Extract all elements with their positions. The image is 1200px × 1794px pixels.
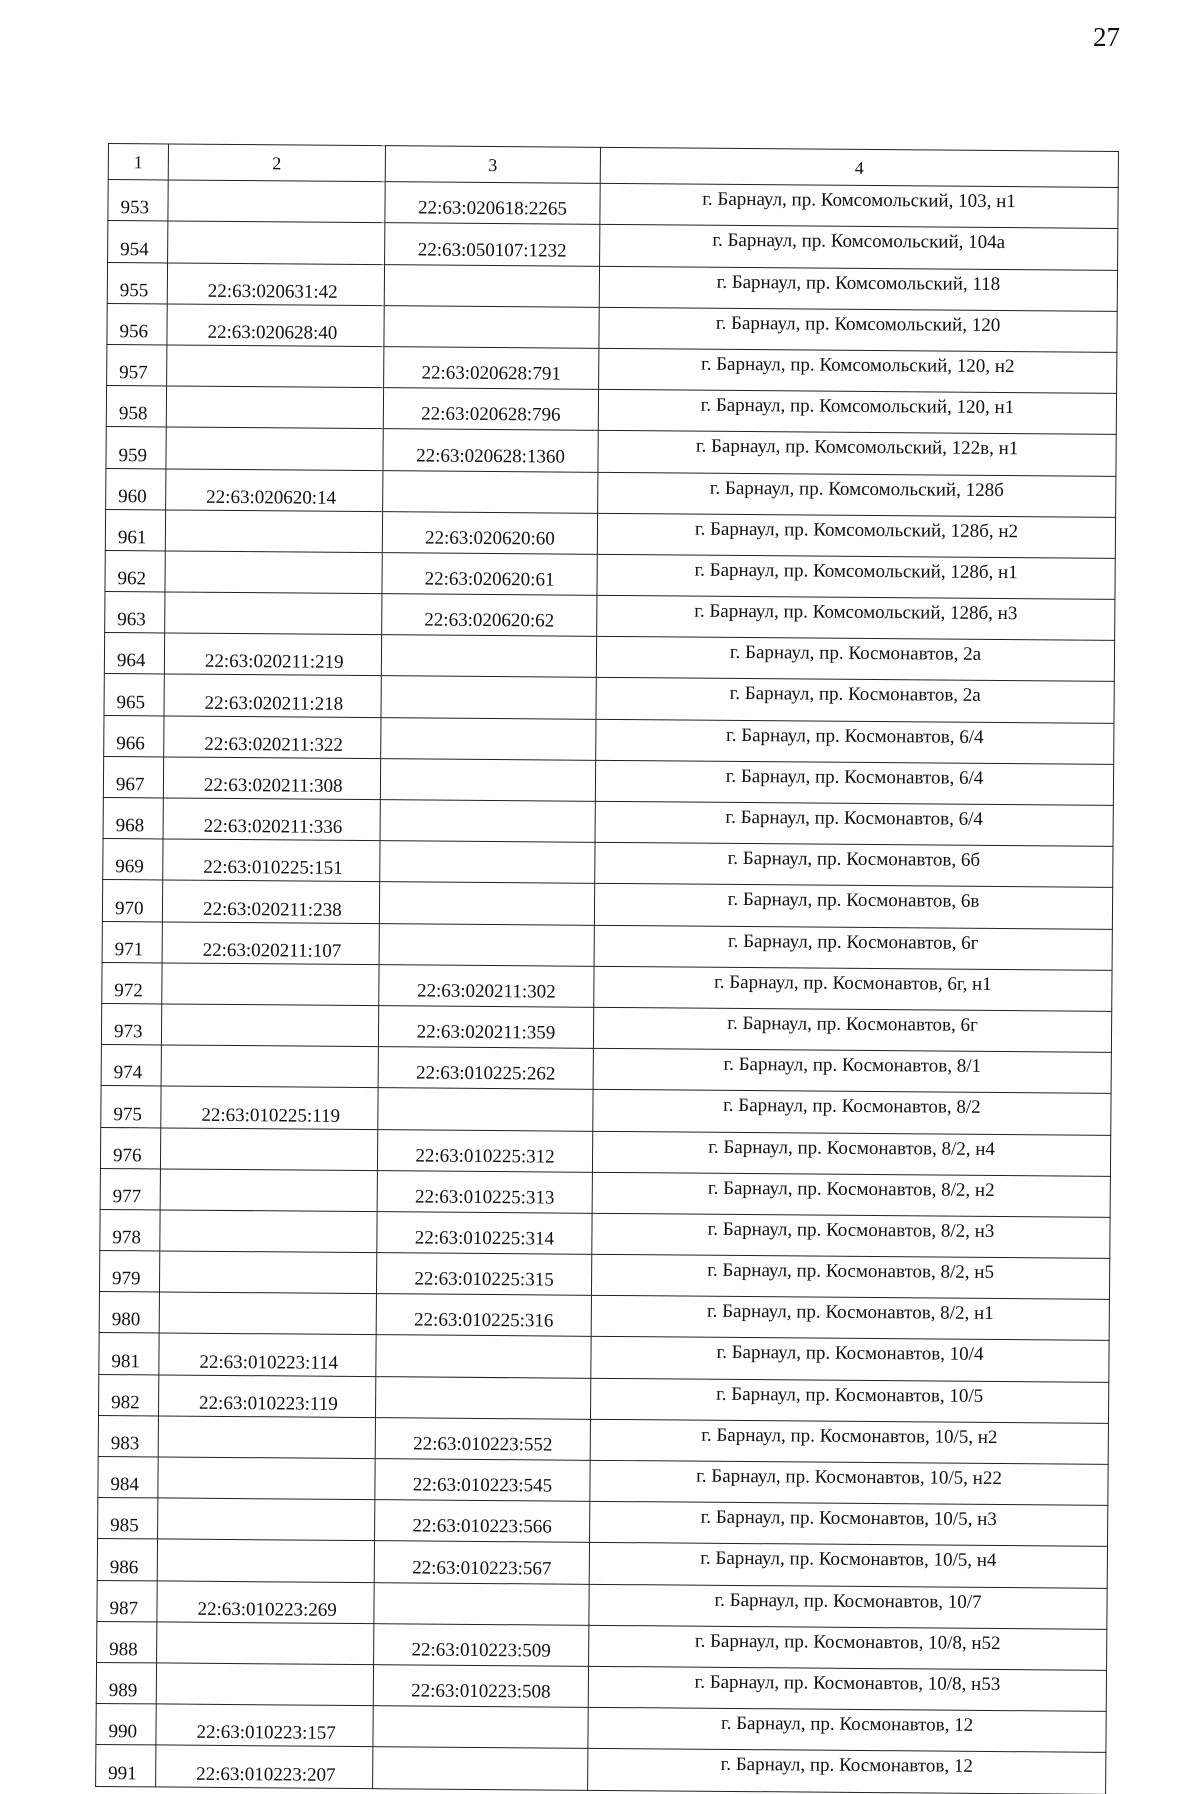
land-cadastral-number (157, 1622, 374, 1665)
object-cadastral-number (379, 923, 594, 966)
object-cadastral-number: 22:63:010223:567 (374, 1541, 589, 1584)
row-number: 960 (106, 468, 166, 510)
object-cadastral-number: 22:63:020628:1360 (383, 429, 598, 472)
address-cell: г. Барнаул, пр. Космонавтов, 6в (594, 884, 1112, 929)
object-cadastral-number (381, 717, 596, 760)
object-cadastral-number: 22:63:010223:566 (375, 1500, 590, 1543)
address-cell: г. Барнаул, пр. Космонавтов, 10/5, н22 (590, 1460, 1108, 1505)
object-cadastral-number (380, 841, 595, 884)
object-cadastral-number: 22:63:010225:315 (376, 1253, 591, 1296)
row-number: 975 (101, 1086, 161, 1128)
land-cadastral-number: 22:63:010223:207 (156, 1745, 373, 1788)
object-cadastral-number (384, 305, 599, 348)
row-number: 955 (107, 262, 167, 304)
object-cadastral-number (378, 1088, 593, 1131)
address-cell: г. Барнаул, пр. Космонавтов, 8/2, н3 (592, 1213, 1110, 1258)
land-cadastral-number (165, 551, 382, 594)
land-cadastral-number: 22:63:010225:119 (161, 1086, 378, 1129)
object-cadastral-number (381, 635, 596, 678)
land-cadastral-number (159, 1251, 376, 1294)
address-cell: г. Барнаул, пр. Комсомольский, 128б, н2 (597, 513, 1115, 558)
address-cell: г. Барнаул, пр. Космонавтов, 8/1 (593, 1048, 1111, 1093)
row-number: 976 (100, 1127, 160, 1169)
land-cadastral-number (156, 1663, 373, 1706)
page-number: 27 (1093, 22, 1120, 52)
land-cadastral-number: 22:63:020211:308 (163, 757, 380, 800)
object-cadastral-number (375, 1376, 590, 1419)
object-cadastral-number: 22:63:020620:60 (382, 511, 597, 554)
row-number: 969 (103, 839, 163, 881)
object-cadastral-number (376, 1335, 591, 1378)
address-cell: г. Барнаул, пр. Комсомольский, 118 (599, 266, 1117, 311)
address-cell: г. Барнаул, пр. Космонавтов, 8/2, н2 (592, 1172, 1110, 1217)
object-cadastral-number: 22:63:010225:313 (377, 1170, 592, 1213)
row-number: 979 (99, 1251, 159, 1293)
address-cell: г. Барнаул, пр. Космонавтов, 12 (588, 1707, 1106, 1752)
object-cadastral-number: 22:63:010225:314 (377, 1212, 592, 1255)
land-cadastral-number: 22:63:010223:119 (159, 1375, 376, 1418)
object-cadastral-number: 22:63:010223:508 (373, 1665, 588, 1708)
row-number: 978 (100, 1209, 160, 1251)
address-cell: г. Барнаул, пр. Космонавтов, 8/2, н4 (592, 1131, 1110, 1176)
row-number: 958 (106, 386, 166, 428)
address-cell: г. Барнаул, пр. Комсомольский, 120, н1 (598, 389, 1116, 434)
object-cadastral-number (374, 1582, 589, 1625)
object-cadastral-number (379, 882, 594, 925)
land-cadastral-number: 22:63:010225:151 (163, 839, 380, 882)
land-cadastral-number (162, 963, 379, 1006)
address-cell: г. Барнаул, пр. Космонавтов, 8/2 (593, 1090, 1111, 1135)
object-cadastral-number: 22:63:050107:1232 (385, 223, 600, 266)
object-cadastral-number: 22:63:020620:61 (382, 553, 597, 596)
object-cadastral-number (384, 264, 599, 307)
row-number: 962 (105, 550, 165, 592)
land-cadastral-number (159, 1292, 376, 1335)
object-cadastral-number (373, 1706, 588, 1749)
land-cadastral-number: 22:63:020211:238 (162, 880, 379, 923)
row-number: 971 (102, 921, 162, 963)
row-number: 956 (107, 303, 167, 345)
address-cell: г. Барнаул, пр. Комсомольский, 122в, н1 (598, 431, 1116, 476)
land-cadastral-number (157, 1539, 374, 1582)
row-number: 968 (103, 797, 163, 839)
column-header-2: 2 (168, 144, 385, 182)
object-cadastral-number: 22:63:020618:2265 (385, 182, 600, 225)
address-cell: г. Барнаул, пр. Космонавтов, 2а (596, 678, 1114, 723)
row-number: 963 (105, 592, 165, 634)
row-number: 988 (97, 1621, 157, 1663)
address-cell: г. Барнаул, пр. Космонавтов, 10/5, н3 (590, 1502, 1108, 1547)
object-cadastral-number: 22:63:010223:552 (375, 1417, 590, 1460)
row-number: 972 (102, 962, 162, 1004)
table-body (96, 180, 1119, 1794)
object-cadastral-number: 22:63:020211:302 (379, 964, 594, 1007)
row-number: 965 (104, 674, 164, 716)
object-cadastral-number: 22:63:020620:62 (382, 594, 597, 637)
row-number: 957 (107, 344, 167, 386)
address-cell: г. Барнаул, пр. Космонавтов, 10/7 (589, 1584, 1107, 1629)
address-cell: г. Барнаул, пр. Космонавтов, 6/4 (595, 760, 1113, 805)
row-number: 982 (99, 1374, 159, 1416)
row-number: 954 (108, 221, 168, 263)
address-cell: г. Барнаул, пр. Космонавтов, 8/2, н5 (591, 1254, 1109, 1299)
row-number: 991 (96, 1745, 156, 1787)
row-number: 983 (98, 1415, 158, 1457)
address-cell: г. Барнаул, пр. Комсомольский, 103, н1 (600, 184, 1118, 229)
address-cell: г. Барнаул, пр. Космонавтов, 6г (594, 925, 1112, 970)
address-cell: г. Барнаул, пр. Космонавтов, 6г, н1 (594, 966, 1112, 1011)
address-cell: г. Барнаул, пр. Космонавтов, 2а (596, 637, 1114, 682)
row-number: 984 (98, 1456, 158, 1498)
land-cadastral-number: 22:63:020211:336 (163, 798, 380, 841)
land-cadastral-number (158, 1416, 375, 1459)
row-number: 961 (105, 509, 165, 551)
row-number: 964 (104, 633, 164, 675)
object-cadastral-number: 22:63:010223:545 (375, 1459, 590, 1502)
address-cell: г. Барнаул, пр. Космонавтов, 10/8, н52 (589, 1625, 1107, 1670)
object-cadastral-number: 22:63:010225:262 (378, 1047, 593, 1090)
address-cell: г. Барнаул, пр. Космонавтов, 6г (593, 1007, 1111, 1052)
row-number: 987 (97, 1580, 157, 1622)
land-cadastral-number: 22:63:020211:322 (164, 716, 381, 759)
object-cadastral-number (383, 470, 598, 513)
object-cadastral-number: 22:63:020628:796 (383, 388, 598, 431)
row-number: 970 (102, 880, 162, 922)
column-header-4: 4 (600, 147, 1118, 187)
land-cadastral-number (161, 1045, 378, 1088)
address-cell: г. Барнаул, пр. Космонавтов, 10/4 (591, 1337, 1109, 1382)
land-cadastral-number (165, 592, 382, 635)
land-cadastral-number (158, 1457, 375, 1500)
land-cadastral-number (166, 386, 383, 429)
land-cadastral-number (166, 427, 383, 470)
land-cadastral-number (158, 1498, 375, 1541)
property-table (95, 143, 1119, 1794)
row-number: 989 (96, 1662, 156, 1704)
row-number: 959 (106, 427, 166, 469)
object-cadastral-number (380, 800, 595, 843)
land-cadastral-number: 22:63:020211:218 (164, 674, 381, 717)
land-cadastral-number: 22:63:010223:157 (156, 1704, 373, 1747)
land-cadastral-number (168, 221, 385, 264)
address-cell: г. Барнаул, пр. Космонавтов, 8/2, н1 (591, 1296, 1109, 1341)
object-cadastral-number: 22:63:010225:312 (377, 1129, 592, 1172)
land-cadastral-number (160, 1127, 377, 1170)
address-cell: г. Барнаул, пр. Космонавтов, 6б (595, 843, 1113, 888)
column-header-3: 3 (385, 146, 600, 184)
address-cell: г. Барнаул, пр. Комсомольский, 128б (598, 472, 1116, 517)
land-cadastral-number (161, 1004, 378, 1047)
table-row (96, 1745, 1106, 1794)
address-cell: г. Барнаул, пр. Космонавтов, 6/4 (596, 719, 1114, 764)
address-cell: г. Барнаул, пр. Космонавтов, 12 (588, 1749, 1106, 1794)
address-cell: г. Барнаул, пр. Космонавтов, 10/5 (590, 1378, 1108, 1423)
object-cadastral-number: 22:63:010223:509 (374, 1623, 589, 1666)
row-number: 985 (98, 1498, 158, 1540)
row-number: 953 (108, 180, 168, 222)
land-cadastral-number: 22:63:020631:42 (167, 263, 384, 306)
address-cell: г. Барнаул, пр. Космонавтов, 10/8, н53 (588, 1666, 1106, 1711)
land-cadastral-number: 22:63:010223:114 (159, 1333, 376, 1376)
row-number: 966 (104, 715, 164, 757)
row-number: 977 (100, 1168, 160, 1210)
address-cell: г. Барнаул, пр. Космонавтов, 6/4 (595, 801, 1113, 846)
land-cadastral-number (167, 345, 384, 388)
land-cadastral-number (160, 1169, 377, 1212)
object-cadastral-number: 22:63:010225:316 (376, 1294, 591, 1337)
land-cadastral-number (165, 510, 382, 553)
object-cadastral-number: 22:63:020211:359 (378, 1006, 593, 1049)
address-cell: г. Барнаул, пр. Комсомольский, 120, н2 (599, 348, 1117, 393)
column-header-1: 1 (108, 144, 168, 181)
row-number: 981 (99, 1333, 159, 1375)
address-cell: г. Барнаул, пр. Космонавтов, 10/5, н4 (589, 1543, 1107, 1588)
land-cadastral-number: 22:63:020620:14 (166, 468, 383, 511)
address-cell: г. Барнаул, пр. Комсомольский, 120 (599, 307, 1117, 352)
address-cell: г. Барнаул, пр. Комсомольский, 128б, н1 (597, 554, 1115, 599)
object-cadastral-number (380, 758, 595, 801)
object-cadastral-number: 22:63:020628:791 (384, 347, 599, 390)
address-cell: г. Барнаул, пр. Комсомольский, 104а (600, 225, 1118, 270)
object-cadastral-number (373, 1747, 588, 1790)
land-cadastral-number: 22:63:020628:40 (167, 304, 384, 347)
land-cadastral-number: 22:63:020211:219 (164, 633, 381, 676)
object-cadastral-number (381, 676, 596, 719)
land-cadastral-number: 22:63:010223:269 (157, 1580, 374, 1623)
land-cadastral-number (160, 1210, 377, 1253)
land-cadastral-number: 22:63:020211:107 (162, 922, 379, 965)
row-number: 974 (101, 1045, 161, 1087)
row-number: 973 (101, 1003, 161, 1045)
row-number: 967 (103, 756, 163, 798)
row-number: 986 (97, 1539, 157, 1581)
address-cell: г. Барнаул, пр. Космонавтов, 10/5, н2 (590, 1419, 1108, 1464)
land-cadastral-number (168, 180, 385, 223)
row-number: 990 (96, 1704, 156, 1746)
row-number: 980 (99, 1292, 159, 1334)
address-cell: г. Барнаул, пр. Комсомольский, 128б, н3 (597, 595, 1115, 640)
